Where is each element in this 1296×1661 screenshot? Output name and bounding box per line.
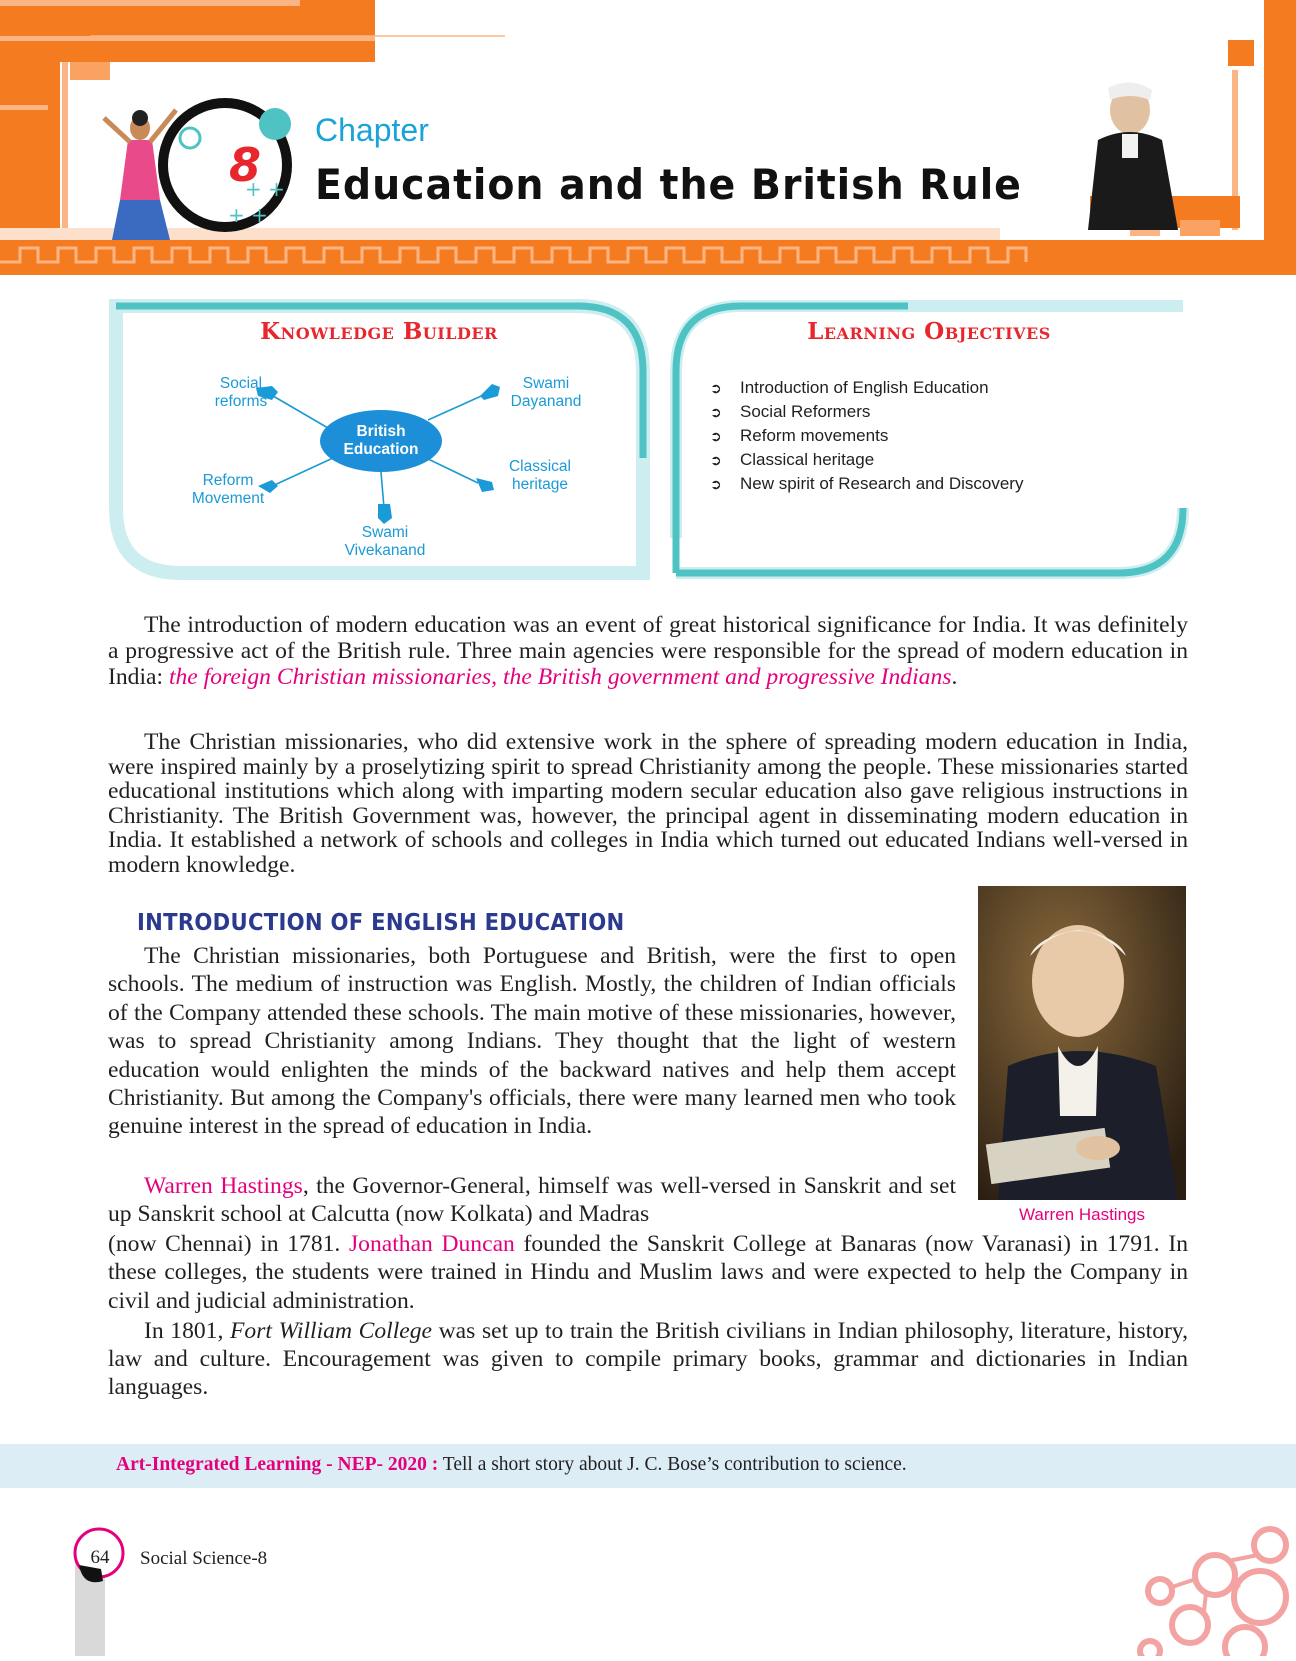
learning-objectives-list	[710, 376, 1023, 496]
portrait-image	[978, 886, 1186, 1200]
paragraph-fort-william: In 1801, Fort William College was set up to train the British civilians in Indian philosophy, literature, history, law and culture. Encouragement was given to compile primary books, grammar and dictionaries in Indian languages.	[108, 1318, 1189, 1400]
chapter-title: Education and the British Rule	[315, 160, 1022, 209]
header-decoration	[0, 0, 1296, 275]
header-portrait-illustration	[1088, 82, 1178, 230]
mindmap-node-classical-heritage: Classical heritage	[508, 458, 571, 493]
knowledge-builder-title: Knowledge Builder	[260, 318, 498, 345]
paragraph-jonathan-duncan: (now Chennai) in 1781. Jonathan Duncan founded the Sanskrit College at Banaras (now Varanasi) in 1791. In these colleges, the students were trained in Hindu and Muslim laws and were expected to help the Company in civil and judicial administration.	[108, 1231, 1188, 1314]
list-item: ➲ Classical heritage	[710, 448, 1023, 472]
section-heading: INTRODUCTION OF ENGLISH EDUCATION	[137, 910, 625, 936]
jonathan-duncan-link: Jonathan Duncan	[348, 1231, 515, 1257]
art-integrated-label: Art-Integrated Learning - NEP- 2020 :	[116, 1454, 439, 1475]
paragraph-intro: The introduction of modern education was an event of great historical significance for India. It was definitely a progressive act of the British rule. Three main agencies were responsible for the spread of modern education in India: the foreign Christian missionaries, the British government and progressive Indians.	[108, 612, 1188, 690]
warren-hastings-link: Warren Hastings	[144, 1173, 303, 1199]
mindmap-node-social-reforms: Social reforms	[214, 375, 268, 410]
paragraph-english-education: The Christian missionaries, both Portuguese and British, were the first to open schools. The medium of instruction was English. Mostly, the children of Indian officials of the Company attended these schools. The main motive of these missionaries, however, was to spread Christianity among Indians. They thought that the light of western education would enlighten the minds of the backward natives and help them accept Christianity. But among the Company's officials, there were many learned men who took genuine interest in the spread of education in India.	[108, 943, 956, 1140]
list-item: ➲ Reform movements	[710, 424, 1023, 448]
paragraph-warren-hastings: Warren Hastings, the Governor-General, himself was well-versed in Sanskrit and set up Sanskrit school at Calcutta (now Kolkata) and Madras	[108, 1173, 957, 1228]
mindmap-center-node	[320, 410, 442, 472]
mindmap-node-swami-dayanand: Swami Dayanand	[510, 375, 582, 410]
learning-objectives-box	[668, 298, 1190, 580]
corner-bubble-decoration	[1120, 1515, 1296, 1656]
chapter-header-banner	[0, 0, 1296, 275]
svg-text:+ +: + +	[228, 203, 268, 227]
portrait-caption: Warren Hastings	[1019, 1205, 1145, 1224]
chapter-label: Chapter	[315, 112, 429, 148]
list-item: ➲ New spirit of Research and Discovery	[710, 472, 1023, 496]
art-integrated-learning-text: Art-Integrated Learning - NEP- 2020 : Tell a short story about J. C. Bose’s contribution to science.	[116, 1454, 907, 1475]
book-title: Social Science-8	[140, 1548, 268, 1569]
knowledge-builder-box	[108, 298, 650, 580]
warren-hastings-portrait	[978, 886, 1186, 1200]
arrow-bullet-icon: ➲	[710, 476, 722, 492]
mindmap-center-line2: Education	[343, 441, 419, 458]
arrow-bullet-icon: ➲	[710, 380, 722, 396]
bubbles-decoration	[1120, 1515, 1296, 1656]
mindmap-node-swami-vivekanand: Swami Vivekanand	[344, 524, 426, 559]
svg-text:+ +: + +	[245, 177, 285, 201]
chapter-number: 8	[228, 138, 261, 192]
page-number: 64	[90, 1547, 110, 1568]
list-item: ➲ Introduction of English Education	[710, 376, 1023, 400]
arrow-bullet-icon: ➲	[710, 452, 722, 468]
list-item: ➲ Social Reformers	[710, 400, 1023, 424]
arrow-bullet-icon: ➲	[710, 428, 722, 444]
mindmap-node-reform-movement: Reform Movement	[191, 472, 265, 507]
fort-william-college: Fort William College	[230, 1318, 432, 1344]
page-number-tab	[73, 1525, 129, 1656]
learning-objectives-title: Learning Objectives	[807, 318, 1051, 345]
mindmap-center-line1: British	[356, 423, 406, 440]
arrow-bullet-icon: ➲	[710, 404, 722, 420]
art-integrated-learning-strip	[0, 1444, 1296, 1488]
paragraph-missionaries: The Christian missionaries, who did extensive work in the sphere of spreading modern education in India, were inspired mainly by a proselytizing spirit to spread Christianity among the people. These missionaries started educational institutions which along with imparting modern secular education also gave religious instructions in Christianity. The British Government was, however, the principal agent in disseminating modern education in India. It established a network of schools and colleges in India which turned out educated Indians well-versed in modern knowledge.	[108, 729, 1188, 878]
highlighted-agencies: the foreign Christian missionaries, the British government and progressive Indians	[168, 664, 952, 690]
page-number-tab-shape	[73, 1525, 129, 1656]
